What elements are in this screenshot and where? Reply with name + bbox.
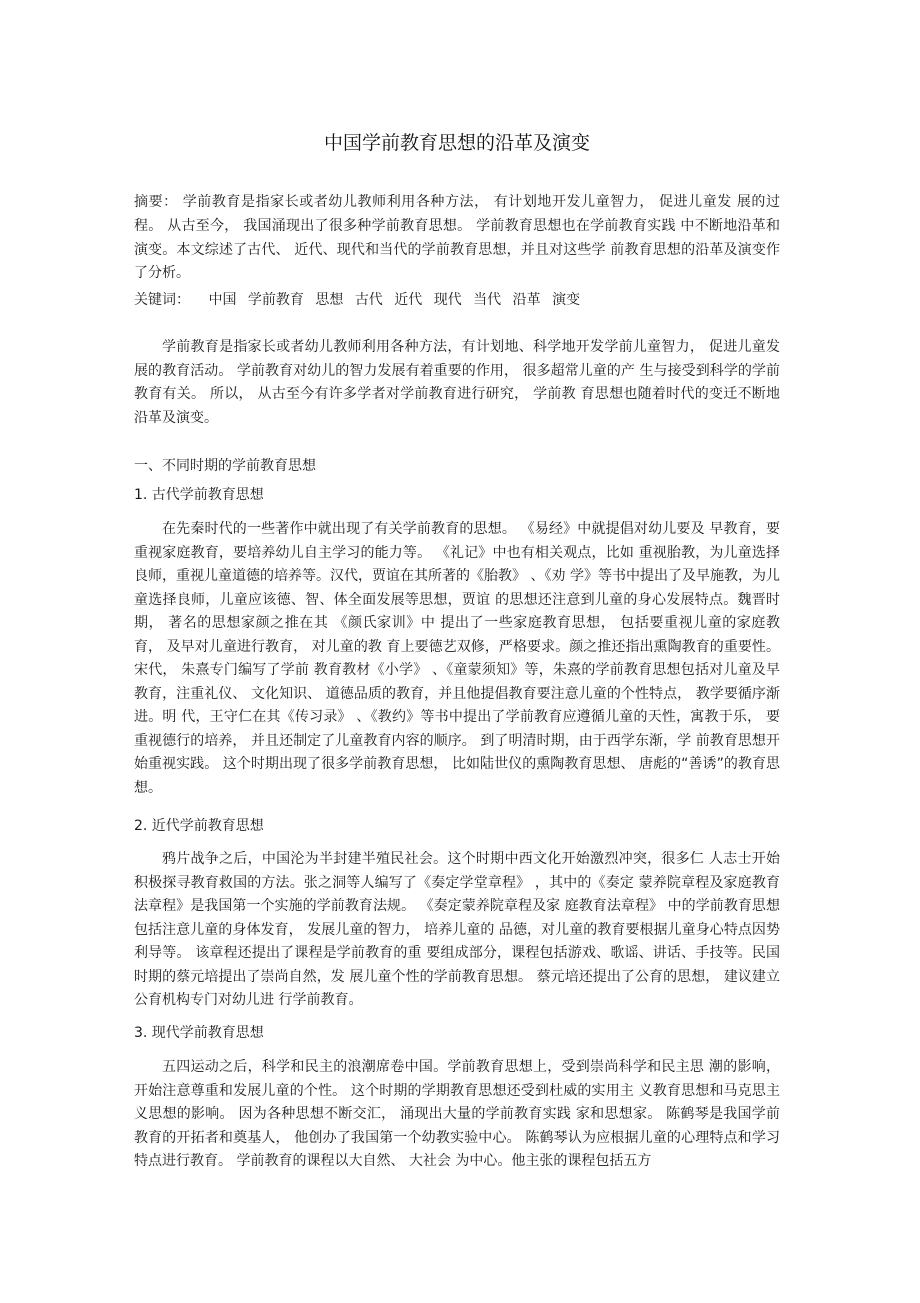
keyword: 当代 xyxy=(473,292,502,308)
abstract: 摘要： 学前教育是指家长或者幼儿教师利用各种方法， 有计划地开发儿童智力， 促进儿童发 展的过程。 从古至今， 我国涌现出了很多种学前教育思想。 学前教育思想也在学前教育实践 中不断地沿革和演变。本文综述了古代、 近代、现代和当代的学前教育思想，并且对这些学 前教育思想的沿革及演变作了分析。 xyxy=(134,194,780,282)
document-title: 中国学前教育思想的沿革及演变 xyxy=(323,132,590,154)
keyword: 思想 xyxy=(315,292,344,308)
keyword: 沿革 xyxy=(512,292,541,308)
keyword: 演变 xyxy=(552,292,581,308)
keywords-line xyxy=(134,289,780,311)
subsection-heading-ancient: 1. 古代学前教育思想 xyxy=(134,487,264,503)
keyword: 近代 xyxy=(394,292,423,308)
intro-paragraph: 学前教育是指家长或者幼儿教师利用各种方法，有计划地、科学地开发学前儿童智力， 促进儿童发展的教育活动。 学前教育对幼儿的智力发展有着重要的作用， 很多超常儿童的产 生与接受到科学的学前教育有关。 所以， 从古至今有许多学者对学前教育进行研究， 学前教 育思想也随着时代的变迁不断地沿革及演变。 xyxy=(134,339,780,426)
paragraph-modern: 鸦片战争之后，中国沦为半封建半殖民社会。这个时期中西文化开始激烈冲突，很多仁 人志士开始积极探寻教育救国的方法。张之洞等人编写了《奏定学堂章程》 ，其中的《奏定 蒙养院章程及家庭教育法章程》是我国第一个实施的学前教育法规。 《奏定蒙养院章程及家 庭教育法章程》 中的学前教育思想包括注意儿童的身体发育， 发展儿童的智力， 培养儿童的 品德，对儿童的教育要根据儿童身心特点因势利导等。 该章程还提出了课程是学前教育的重 要组成部分，课程包括游戏、歌谣、讲话、手技等。民国时期的蔡元培提出了崇尚自然，发 展儿童个性的学前教育思想。 蔡元培还提出了公育的思想， 建议建立公育机构专门对幼儿进 行学前教育。 xyxy=(134,851,780,1008)
keyword: 古代 xyxy=(354,292,383,308)
keywords-label: 关键词： xyxy=(134,292,190,308)
subsection-heading-modern: 2. 近代学前教育思想 xyxy=(134,818,264,834)
section-heading: 一、不同时期的学前教育思想 xyxy=(134,458,316,474)
keyword: 现代 xyxy=(433,292,462,308)
paragraph-ancient: 在先秦时代的一些著作中就出现了有关学前教育的思想。 《易经》中就提倡对幼儿要及 早教育，要重视家庭教育，要培养幼儿自主学习的能力等。 《礼记》中也有相关观点，比如 重视胎教，为儿童选择良师，重视儿童道德的培养等。汉代，贾谊在其所著的《胎教》 、《劝 学》等书中提出了及早施教，为儿童选择良师，儿童应该德、智、体全面发展等思想，贾谊 的思想还注意到儿童的身心发展特点。魏晋时期， 著名的思想家颜之推在其 《颜氏家训》中 提出了一些家庭教育思想， 包括要重视儿童的家庭教育， 及早对儿童进行教育， 对儿童的教 育上要德艺双修，严格要求。颜之推还指出熏陶教育的重要性。宋代， 朱熹专门编写了学前 教育教材《小学》 、《童蒙须知》等，朱熹的学前教育思想包括对儿童及早教育，注重礼仪、 文化知识、 道德品质的教育，并且他提倡教育要注意儿童的个性特点， 教学要循序渐进。明 代，王守仁在其《传习录》 、《教约》等书中提出了学前教育应遵循儿童的天性，寓教于乐， 要重视德行的培养， 并且还制定了儿童教育内容的顺序。 到了明清时期，由于西学东渐，学 前教育思想开始重视实践。 这个时期出现了很多学前教育思想， 比如陆世仪的熏陶教育思想、 唐彪的“善诱”的教育思想。 xyxy=(134,521,780,796)
paragraph-recent: 五四运动之后，科学和民主的浪潮席卷中国。学前教育思想上，受到崇尚科学和民主思 潮的影响， 开始注意尊重和发展儿童的个性。 这个时期的学期教育思想还受到杜威的实用主 义教育思想和马克思主义思想的影响。 因为各种思想不断交汇， 涌现出大量的学前教育实践 家和思想家。 陈鹤琴是我国学前教育的开拓者和奠基人， 他创办了我国第一个幼教实验中心。 陈鹤琴认为应根据儿童的心理特点和学习特点进行教育。 学前教育的课程以大自然、 大社会 为中心。他主张的课程包括五方 xyxy=(134,1059,780,1169)
keyword: 学前教育 xyxy=(247,292,304,308)
keyword: 中国 xyxy=(208,292,237,308)
subsection-heading-recent: 3. 现代学前教育思想 xyxy=(134,1025,264,1041)
